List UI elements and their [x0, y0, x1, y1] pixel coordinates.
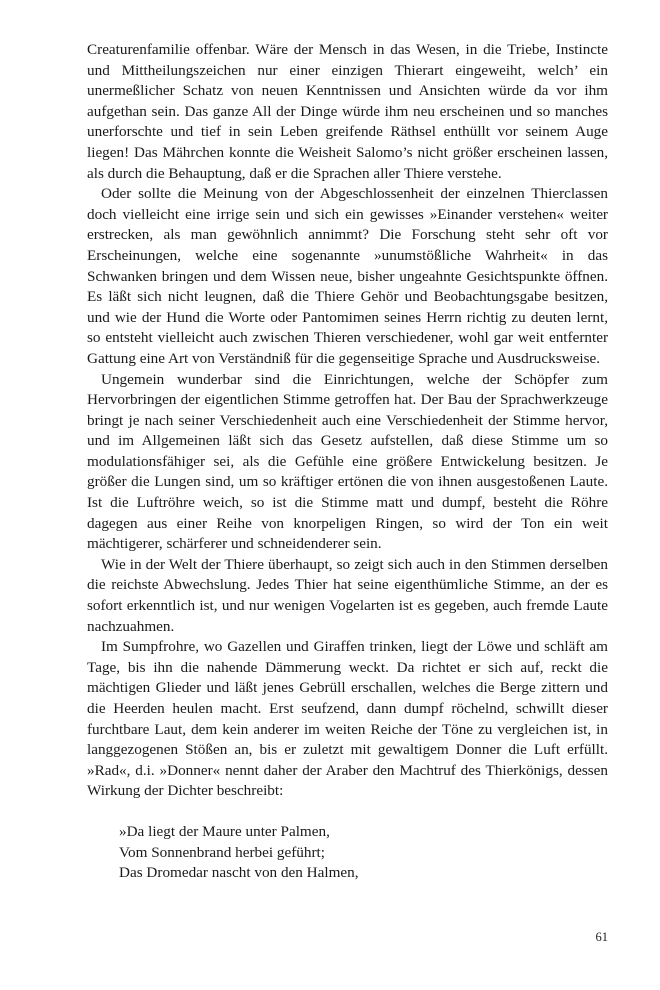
page-number: 61 — [595, 930, 608, 944]
verse-line: Das Dromedar nascht von den Halmen, — [119, 864, 359, 882]
paragraph-2: Oder sollte die Meinung von der Abgeschlossenheit der einzelnen Thierclassen doch vielleicht eine irrige sein und sich ein gewisses »Einander verstehen« weiter erstrecken, als man gewöhnlich annimmt? Die Forschung steht sehr oft vor Erscheinungen, welche eine sogenannte »unumstößliche Wahrheit« in das Schwanken bringen und dem Wissen neue, bisher ungeahnte Gesichtspunkte öffnen. Es läßt sich nicht leugnen, daß die Thiere Gehör und Beobachtungsgabe besitzen, und wie der Hund die Worte oder Pantomimen seines Herrn richtig zu deuten lernt, so entsteht vielleicht auch zwischen Thieren verschiedener, wohl gar weit entfernter Gattung eine Art von Verständniß für die gegenseitige Sprache und Ausdrucksweise. — [87, 185, 608, 367]
verse-quote — [119, 822, 608, 884]
paragraph-5: Im Sumpfrohre, wo Gazellen und Giraffen trinken, liegt der Löwe und schläft am Tage, bis ihn die nahende Dämmerung weckt. Da richtet er sich auf, reckt die mächtigen Glieder und läßt jenes Gebrüll erschallen, welches die Berge zittern und die Heerden heulen macht. Erst seufzend, dann dumpf röchelnd, schwillt dieser furchtbare Laut, dem kein anderer im weiten Reiche der Töne zu vergleichen ist, in langgezogenen Stößen an, bis er zuletzt mit gewaltigem Donner die Luft erfüllt. »Rad«, d.i. »Donner« nennt daher der Araber den Machtruf des Thierkönigs, dessen Wirkung der Dichter beschreibt: — [87, 638, 608, 800]
paragraph-4: Wie in der Welt der Thiere überhaupt, so zeigt sich auch in den Stimmen derselben die reichste Abwechslung. Jedes Thier hat seine eigenthümliche Stimme, an der es sofort erkenntlich ist, und nur wenigen Vogelarten ist es gegeben, auch fremde Laute nachzuahmen. — [87, 555, 608, 635]
verse-line: Vom Sonnenbrand herbei geführt; — [119, 843, 325, 861]
paragraph-1: Creaturenfamilie offenbar. Wäre der Mensch in das Wesen, in die Triebe, Instincte und Mittheilungszeichen nur einer einzigen Thierart eingeweiht, welch’ ein unermeßlicher Schatz von neuen Kenntnissen und Ansichten würde da vor ihm aufgethan sein. Das ganze All der Dinge würde ihm neu erscheinen und so manches unerforschte und tief in sein Leben greifende Räthsel enthüllt vor seinem Auge liegen! Das Mährchen konnte die Weisheit Salomo’s nicht größer erscheinen lassen, als durch die Behauptung, daß er die Sprachen aller Thiere verstehe. — [87, 41, 608, 182]
paragraph-3: Ungemein wunderbar sind die Einrichtungen, welche der Schöpfer zum Hervorbringen der eigentlichen Stimme getroffen hat. Der Bau der Sprachwerkzeuge bringt je nach seiner Verschiedenheit auch eine Verschiedenheit der Stimme hervor, und im Allgemeinen läßt sich das Gesetz aufstellen, daß diese Stimme um so modulationsfähiger sei, als die Gefühle eine größere Entwickelung besitzen. Je größer die Lungen sind, um so kräftiger ertönen die von ihnen ausgestoßenen Laute. Ist die Luftröhre weich, so ist die Stimme matt und dumpf, besteht die Röhre dagegen aus einer Reihe von knorpeligen Ringen, so wird der Ton ein weit mächtigerer, schärferer und schneidenderer sein. — [87, 370, 608, 553]
page-body — [87, 40, 608, 884]
verse-line: »Da liegt der Maure unter Palmen, — [119, 822, 330, 840]
